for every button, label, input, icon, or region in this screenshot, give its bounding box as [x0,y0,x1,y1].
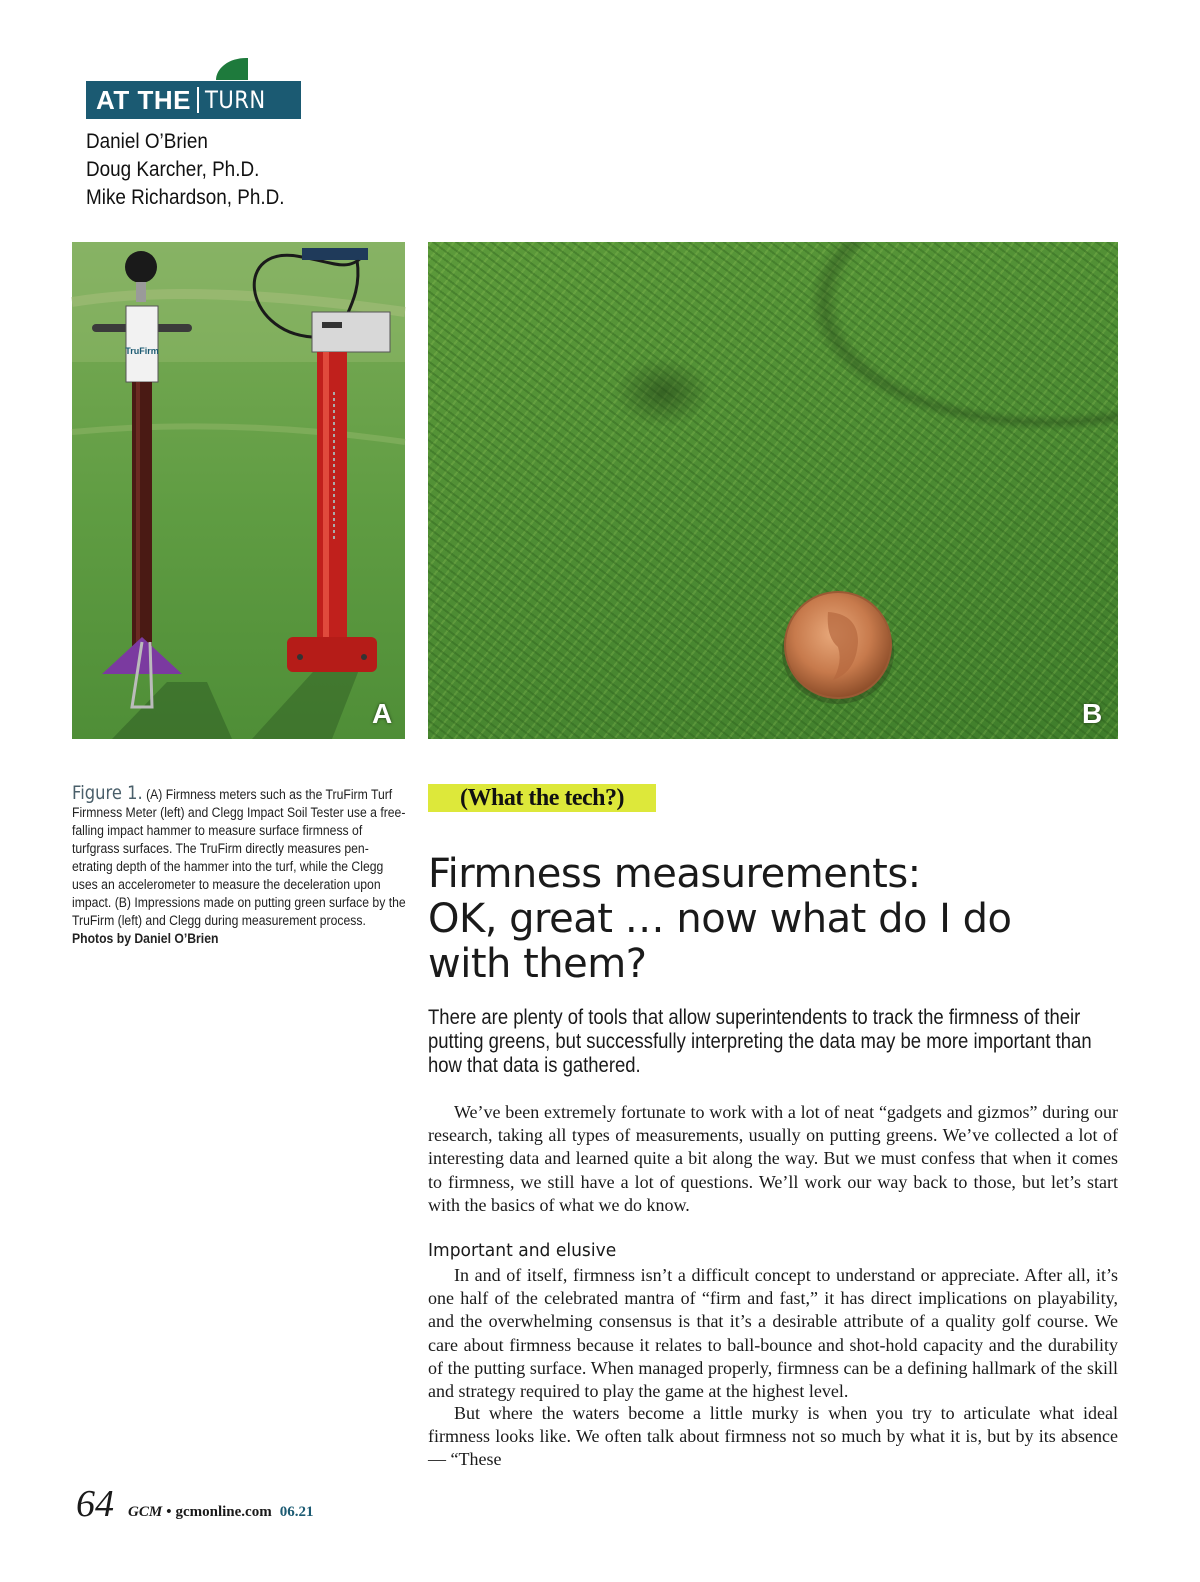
section-logo [86,81,301,119]
headline [428,852,1128,987]
coin-illustration [428,242,1118,739]
body-paragraph: In and of itself, firmness isn’t a difficult concept to understand or appreciate. After all, it’s one half of the celebrated mantra of “firm and fast,” it has direct implications on playability, and the overwhelming consensus is that it’s a desirable attribute of a quality golf course. We care about firmness because it relates to ball-bounce and shot-hold capacity and the durability of the putting surface. When managed properly, firmness can be a defining hallmark of the skill and strategy required to play the game at the highest level. [428,1265,1118,1402]
author-name: Doug Karcher, Ph.D. [86,158,260,181]
footer-website: gcmonline.com [175,1504,272,1520]
page-footer [76,1482,313,1526]
photo-firmness-meters [72,242,405,739]
section-logo-light: TURN [204,86,266,114]
deck-text: There are plenty of tools that allow superintendents to track the firmness of their putting greens, but successfully interpreting the data may be more important than how that data is gathered. [428,1006,1092,1077]
figure-label: Figure 1. [72,782,143,804]
section-logo-divider [197,87,199,113]
photo-turf-impressions [428,242,1118,739]
issue-date: 06.21 [279,1504,314,1520]
magazine-name: GCM [128,1504,163,1520]
author-name: Daniel O’Brien [86,130,208,153]
body-paragraph: We’ve been extremely fortunate to work with a lot of neat “gadgets and gizmos” during our research, taking all types of measurements, usually on putting greens. We’ve collected a lot of interesting data and learned quite a bit along the way. But we must confess that when it comes to firmness, we still have a lot of questions. We’ll work our way back to those, but let’s start with the basics of what we do know. [428,1102,1118,1215]
photo-label-a: A [372,698,393,729]
logo-accent-tab [216,58,248,80]
figure-caption [72,784,407,948]
footer-separator: • [166,1504,172,1520]
author-name: Mike Richardson, Ph.D. [86,186,285,209]
section-subhead: Important and elusive [428,1240,617,1261]
article-deck [428,1006,1118,1078]
meters-illustration [72,242,405,739]
headline-line: OK, great … now what do I do [428,896,1012,942]
headline-line: with them? [428,941,647,987]
photo-label-b: B [1082,698,1103,729]
body-paragraph: But where the waters become a little murky is when you try to articulate what ideal firmness looks like. We often talk about firmness not so much by what it is, but by its absence — “These [428,1403,1118,1470]
caption-text: (A) Firmness meters such as the TruFirm Turf Firmness Meter (left) and Clegg Impact Soil Tester use a free-falling impact hammer to measure surface firmness of turfgrass surfaces. The TruFirm directly measures pen-etrating depth of the hammer into the turf, while the Clegg uses an accelerometer to measure the deceleration upon impact. (B) Impressions made on putting green surface by the TruFirm (left) and Clegg during measurement process. [72,787,406,929]
author-list [86,128,307,212]
meter-label: TruFirm [125,346,159,356]
hammer-ball [125,251,157,283]
headline-line: Firmness measurements: [428,851,921,897]
page-number: 64 [76,1483,114,1525]
section-logo-bold: AT THE [96,84,191,115]
kicker-label: (What the tech?) [428,784,656,812]
photo-credit: Photos by Daniel O’Brien [72,931,219,947]
